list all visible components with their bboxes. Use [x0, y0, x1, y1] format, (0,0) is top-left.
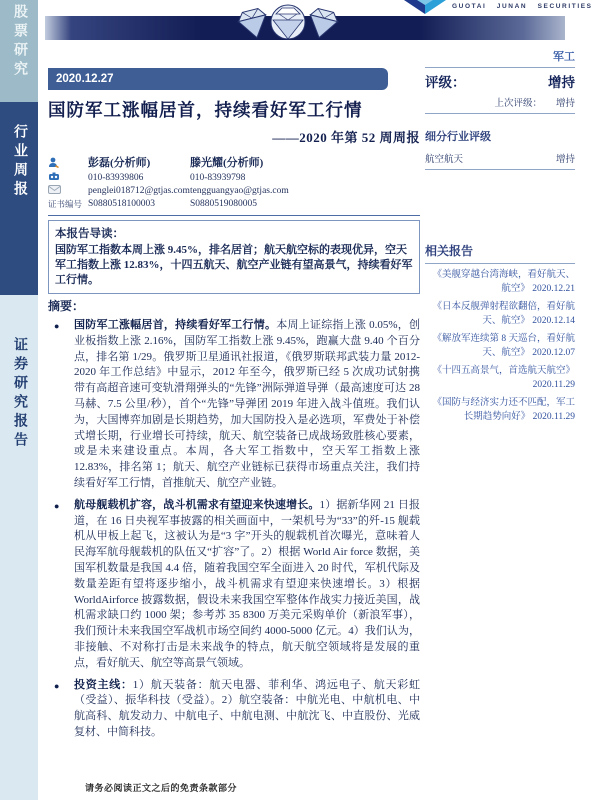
- report-lead-box: [48, 220, 420, 294]
- diamonds-ornament-icon: [232, 0, 344, 48]
- analyst-name: 滕光耀(分析师): [190, 157, 264, 169]
- abstract-bullet-list: [48, 318, 420, 741]
- report-date: 2020.12.27: [48, 68, 388, 90]
- rating-value: 增持: [548, 75, 575, 90]
- related-report-date: 2020.11.29: [532, 379, 575, 390]
- analyst-email: tengguangyao@gtjas.com: [190, 185, 289, 196]
- related-report-title: 《美舰穿越台湾海峡，看好航天、航空》: [432, 270, 575, 294]
- analyst-email: penglei018712@gtjas.com: [88, 185, 190, 196]
- bullet-lead: 投资主线：: [74, 678, 133, 691]
- abstract-bullet: [48, 678, 420, 741]
- footer-disclaimer: 请务必阅读正文之后的免责条款部分: [85, 783, 238, 793]
- related-report-title: 《十四五高景气，首选航天航空》: [432, 366, 575, 376]
- analyst-table: [48, 154, 420, 216]
- dot-marker-icon: ●: [54, 500, 60, 511]
- sidebar-label: 股票研究: [12, 4, 27, 80]
- sub-rating-name: 航空航天: [425, 155, 464, 165]
- sidebar: [0, 0, 38, 800]
- analyst-name: 彭磊(分析师): [88, 157, 151, 169]
- rating-row: [425, 68, 575, 93]
- related-report-title: 《国防与经济实力还不匹配，军工长期趋势向好》: [432, 398, 575, 422]
- prev-rating-value: 增持: [555, 99, 575, 109]
- related-report-item: [425, 365, 575, 392]
- guotai-junan-logo-icon: [403, 0, 447, 15]
- analyst-phone: 010-83939806: [88, 172, 144, 183]
- prev-rating-row: [425, 93, 575, 114]
- industry-tag: 军工: [425, 48, 575, 68]
- prev-rating-label: 上次评级：: [494, 99, 542, 109]
- sub-rating-row: [425, 151, 575, 170]
- cert-label: 证书编号: [48, 199, 83, 209]
- analyst-cert: S0880518100003: [88, 199, 156, 209]
- analyst-phone: 010-83939798: [190, 172, 246, 183]
- phone-icon: [48, 172, 61, 183]
- sidebar-label: 证券研究报告: [12, 337, 27, 451]
- dot-marker-icon: ●: [54, 680, 60, 691]
- related-reports-header: 相关报告: [425, 242, 575, 264]
- dot-marker-icon: ●: [54, 321, 60, 331]
- related-report-item: [425, 333, 575, 360]
- lead-header: 本报告导读：: [55, 228, 124, 240]
- related-report-date: 2020.12.07: [532, 347, 575, 358]
- sidebar-section-industry-weekly: [0, 102, 38, 295]
- bullet-text: 1）航天装备：航天电器、菲利华、鸿远电子、航天彩虹（受益）、振华科技（受益）。2）航空装备：中航光电、中航机电、中航高科、航发动力、中航电子、中航电测、中航沈飞、中直股份、光威复材、中简科技。: [74, 678, 421, 738]
- person-icon: [48, 157, 61, 168]
- related-report-date: 2020.12.21: [532, 283, 575, 294]
- sidebar-section-securities-research: [0, 295, 38, 800]
- bullet-lead: 航母舰载机扩容，战斗机需求有望迎来快速增长。: [74, 498, 320, 511]
- logo-wordmark: GUOTAI JUNAN SECURITIES: [452, 3, 593, 10]
- related-report-date: 2020.11.29: [532, 411, 575, 422]
- bullet-text: 本周上证综指上涨 0.05%，创业板指数上涨 2.16%，国防军工指数上涨 9.45%，跑赢大盘 9.40 个百分点，排名第 1/29。俄罗斯卫星通讯社报道，《俄罗斯联邦武装力量 2012-2020 年工作总结》中显示，2012 年至今，俄罗斯已经 5 次成功试射携带有高超音速可变轨滑翔弹头的“先锋”洲际弹道导弹（最高速度可达 28 马赫、7.5 公里/秒），首个“先锋”导弹团 2019 年进入战斗值班。我们认为，大国博弈加剧是长期趋势，加大国防投入是必选项，军费处于补偿式增长期，行业增长可持续，航天、航空装备已成战场致胜核心要素，或是未来建设重点。本周，各大军工指数中，空天军工指数上涨 12.83%，排名第 1；航天、航空产业链标已获得市场重点关注，我们持续看好军工行情，首推航天、航空产业链。: [74, 319, 421, 489]
- report-title: 国防军工涨幅居首，持续看好军工行情: [48, 100, 363, 120]
- mail-icon: [48, 185, 61, 196]
- bullet-lead: 国防军工涨幅居首，持续看好军工行情。: [74, 319, 277, 331]
- abstract-header: 摘要：: [48, 299, 85, 313]
- bullet-text: 1）据新华网 21 日报道，在 16 日央视军事披露的相关画面中，一架机号为“33”的歼-15 舰载机从甲板上起飞，这被认为是“3 字”开头的舰载机首次曝光，意味着人民海军航母舰载机的队伍又“扩容”了。2）根据 World Air force 数据，美国军机数量是我国 4.4 倍，随着我国空军全面进入 20 时代，军机代际及数量差距有望将逐步缩小，战斗机需求有望迎来快速增长。3）根据 WorldAirforce 披露数据，假设未来我国空军整体作战实力接近美国，战机需求缺口约 1000 架；参考苏 35 8300 万美元采购单价（新浪军事），我们预计未来我国空军战机市场空间约 4000-5000 亿元。4）我们认为，非接触、不对称打击是未来战争的特点，航天航空领域将是发展的重点，看好航天、航空等高景气领域。: [74, 498, 420, 669]
- sub-rating-header: 细分行业评级: [425, 131, 491, 143]
- related-report-item: [425, 269, 575, 296]
- related-report-date: 2020.12.14: [532, 315, 575, 326]
- related-report-title: 《解放军连续第 8 天巡台，看好航天、航空》: [432, 334, 575, 358]
- abstract-bullet: [48, 318, 420, 492]
- report-subtitle: ——2020 年第 52 周周报: [272, 130, 420, 145]
- sidebar-section-stock-research: [0, 0, 38, 102]
- analyst-cert: S0880519080005: [190, 199, 258, 209]
- lead-text: 国防军工指数本周上涨 9.45%，排名居首；航天航空标的表现优异，空天军工指数上涨 12.83%，十四五航天、航空产业链有望高景气，持续看好军工行情。: [55, 244, 413, 286]
- sidebar-label: 行业周报: [12, 124, 27, 200]
- rating-sidebar: [425, 68, 575, 424]
- main-content: [48, 68, 420, 747]
- rating-label: 评级：: [425, 75, 466, 90]
- related-report-item: [425, 301, 575, 328]
- related-report-title: 《日本反舰弹射程欲翻倍，看好航天、航空》: [432, 302, 575, 326]
- related-report-item: [425, 397, 575, 424]
- sub-rating-value: 增持: [555, 155, 575, 165]
- abstract-bullet: [48, 498, 420, 672]
